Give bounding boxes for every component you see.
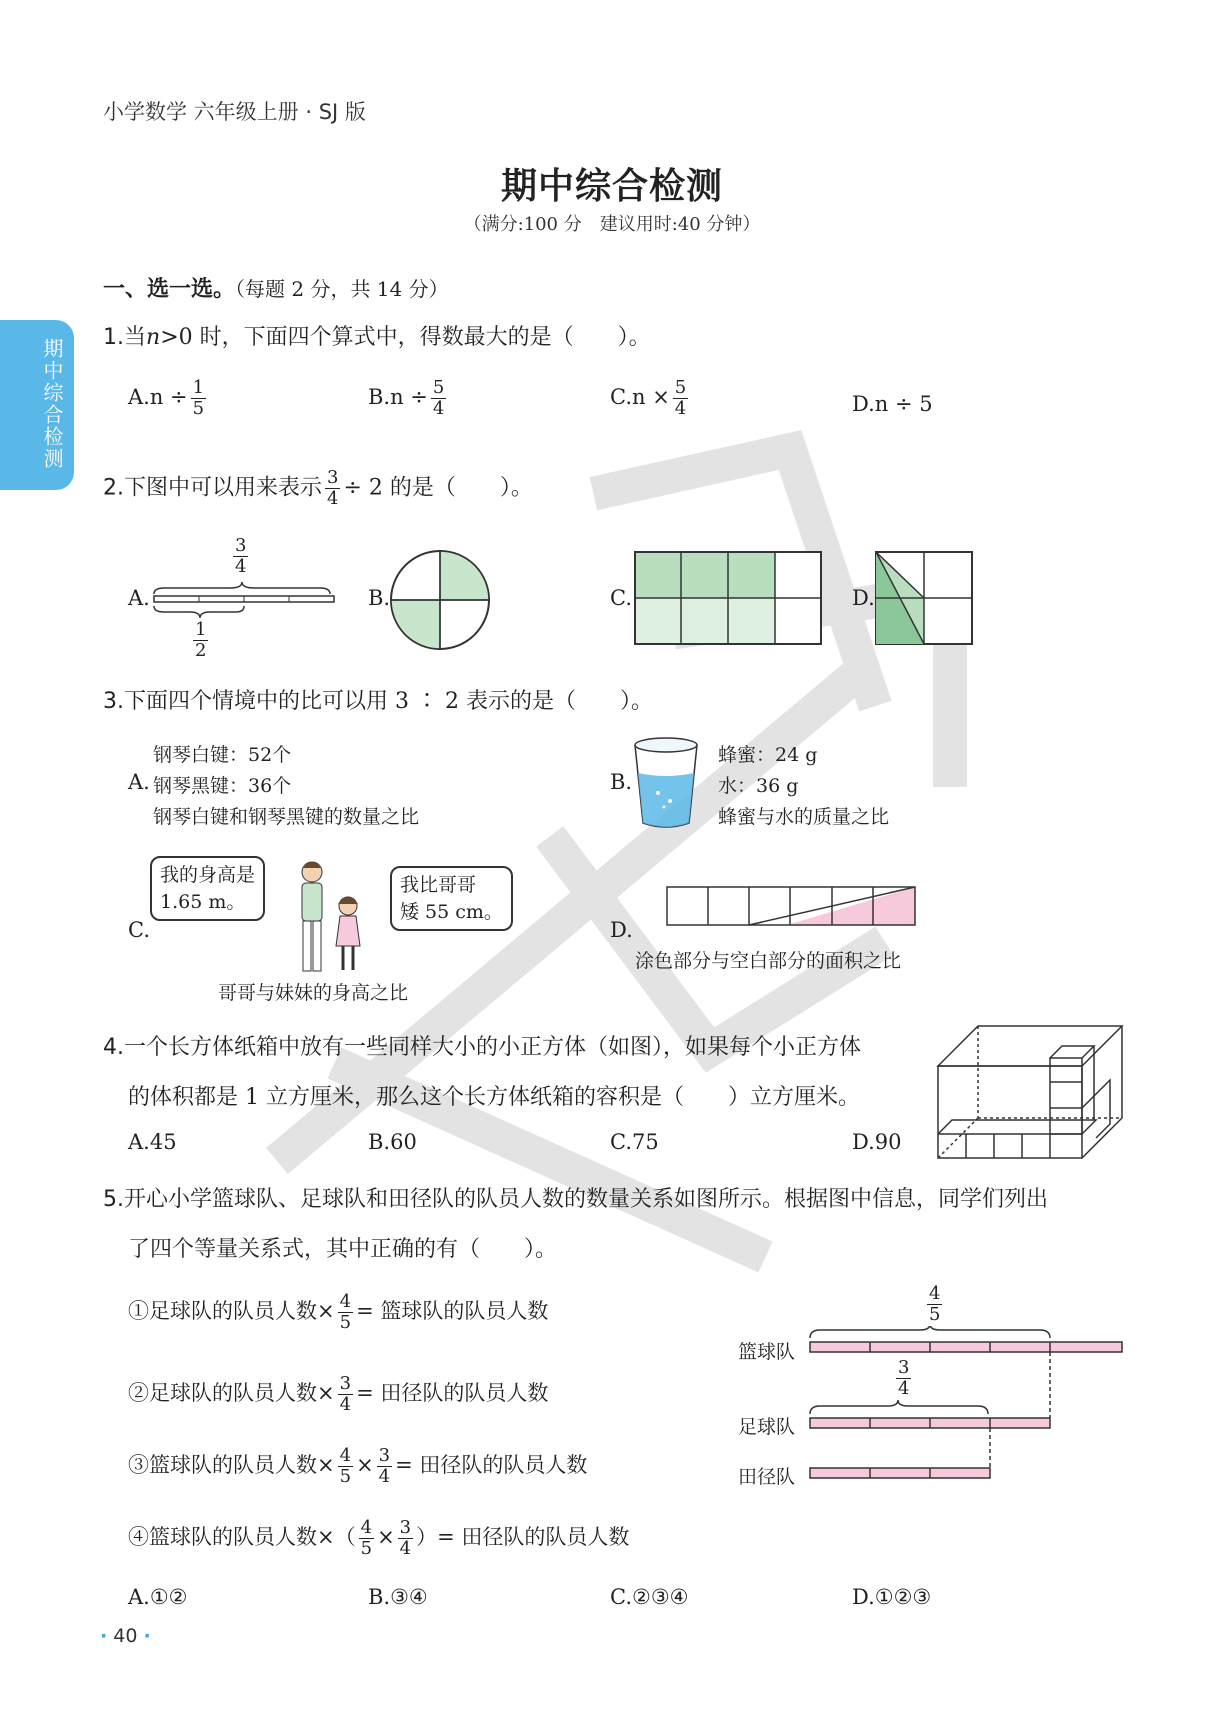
question-4-line2: 的体积都是 1 立方厘米，那么这个长方体纸箱的容积是（ ）立方厘米。 [128, 1085, 860, 1110]
q1-option-d[interactable] [852, 392, 933, 416]
question-number: 3. [103, 689, 124, 714]
fraction: $\frac{5}{4}$ [674, 377, 687, 419]
question-text: 当 [124, 325, 147, 350]
page-title: 期中综合检测 [500, 166, 723, 207]
q2-a-segment-diagram [150, 580, 340, 620]
q1-option-c[interactable] [610, 378, 691, 419]
book-header: 小学数学 六年级上册 · SJ 版 [103, 100, 366, 124]
question-number: 1. [103, 325, 124, 350]
question-2 [103, 468, 533, 509]
q5-option-b[interactable]: B.③④ [368, 1585, 428, 1609]
question-5-line2: 了四个等量关系式，其中正确的有（ ）。 [128, 1237, 558, 1262]
question-number: 5. [103, 1187, 124, 1212]
q1-option-a[interactable] [128, 378, 209, 419]
q2-b-circle [388, 548, 492, 652]
speech-bubble-sister: 我比哥哥 矮 55 cm。 [390, 866, 513, 931]
q3-c-caption: 哥哥与妹妹的身高之比 [218, 982, 409, 1004]
section-heading [103, 272, 449, 303]
brother-and-sister-figures [290, 858, 370, 978]
diagram-top-fraction: $\frac{4}{5}$ [929, 1283, 941, 1325]
page-number: · 40 · [100, 1625, 151, 1647]
q3-label-b[interactable]: B. [610, 770, 633, 794]
statement-3: ③篮球队的队员人数× $\frac{4}{5}$ × $\frac{3}{4}$ = 田径队的队员人数 [128, 1445, 588, 1487]
page-subtitle: （满分:100 分 建议用时:40 分钟） [463, 214, 761, 235]
q2-c-rectangle [633, 550, 823, 646]
question-number: 4. [103, 1035, 124, 1060]
option-text: C.n × [610, 384, 670, 409]
question-5-line1 [103, 1182, 1048, 1213]
option-text: B.n ÷ [368, 384, 428, 409]
q1-option-b[interactable] [368, 378, 449, 419]
question-text: >0 时，下面四个算式中，得数最大的是（ ）。 [160, 325, 651, 350]
speech-bubble-brother: 我的身高是 1.65 m。 [150, 856, 265, 921]
q5-option-d[interactable]: D.①②③ [852, 1585, 932, 1609]
q2-d-rectangle [874, 550, 974, 646]
q5-option-c[interactable]: C.②③④ [610, 1585, 689, 1609]
statement-4: ④篮球队的队员人数×（ $\frac{4}{5}$ × $\frac{3}{4}$ ）= 田径队的队员人数 [128, 1517, 630, 1559]
q3-a-line3: 钢琴白键和钢琴黑键的数量之比 [153, 806, 420, 828]
q2-label-d[interactable]: D. [852, 586, 875, 610]
box-with-cubes-diagram [936, 1024, 1126, 1160]
fraction: $\frac{5}{4}$ [432, 377, 445, 419]
question-4-line1 [103, 1030, 861, 1061]
q3-label-a[interactable]: A. [128, 770, 150, 794]
side-tab-label: 期中综合检测 [40, 338, 64, 470]
label-football: 足球队 [738, 1416, 796, 1438]
fraction: $\frac{1}{5}$ [192, 377, 205, 419]
q3-a-line2: 钢琴黑键：36个 [153, 775, 292, 797]
q2-label-a[interactable]: A. [128, 586, 150, 610]
question-3 [103, 684, 653, 715]
variable: n [146, 325, 161, 350]
question-text: ÷ 2 的是（ ）。 [343, 475, 533, 501]
q4-option-d[interactable]: D.90 [852, 1130, 902, 1154]
label-basketball: 篮球队 [738, 1341, 796, 1363]
q2-a-top-fraction: $\frac{3}{4}$ [235, 535, 247, 577]
glass-of-water-icon [630, 735, 702, 831]
q4-option-a[interactable]: A.45 [128, 1130, 177, 1154]
diagram-mid-fraction: $\frac{3}{4}$ [898, 1357, 910, 1399]
statement-1: ①足球队的队员人数× $\frac{4}{5}$ = 篮球队的队员人数 [128, 1291, 549, 1333]
option-text: D.n ÷ 5 [852, 392, 933, 416]
q3-b-line2: 水：36 g [718, 775, 799, 797]
q3-a-line1: 钢琴白键：52个 [153, 744, 292, 766]
question-1 [103, 320, 651, 351]
option-text: A.n ÷ [128, 384, 188, 409]
fraction: $\frac{3}{4}$ [327, 467, 339, 509]
question-text: 一个长方体纸箱中放有一些同样大小的小正方体（如图），如果每个小正方体 [124, 1035, 862, 1060]
question-number: 2. [103, 475, 124, 501]
question-text: 开心小学篮球队、足球队和田径队的队员人数的数量关系如图所示。根据图中信息，同学们列出 [124, 1187, 1049, 1212]
section-label: 一、选一选。 [103, 277, 236, 302]
q3-label-d[interactable]: D. [610, 918, 633, 942]
statement-2: ②足球队的队员人数× $\frac{3}{4}$ = 田径队的队员人数 [128, 1373, 549, 1415]
q5-option-a[interactable]: A.①② [128, 1585, 188, 1609]
q3-b-line3: 蜂蜜与水的质量之比 [718, 806, 890, 828]
section-note: （每题 2 分，共 14 分） [235, 277, 449, 301]
q2-a-bottom-fraction: $\frac{1}{2}$ [195, 619, 207, 661]
q2-label-c[interactable]: C. [610, 586, 632, 610]
q2-label-b[interactable]: B. [368, 586, 391, 610]
q3-label-c[interactable]: C. [128, 918, 150, 942]
q3-b-line1: 蜂蜜：24 g [718, 744, 818, 766]
q3-d-strip-diagram [665, 885, 917, 929]
q4-option-c[interactable]: C.75 [610, 1130, 659, 1154]
side-tab [0, 320, 74, 490]
team-size-bar-diagram [808, 1326, 1124, 1482]
label-track: 田径队 [738, 1466, 796, 1488]
q4-option-b[interactable]: B.60 [368, 1130, 417, 1154]
question-text: 下图中可以用来表示 [124, 475, 323, 501]
q3-d-caption: 涂色部分与空白部分的面积之比 [635, 950, 902, 972]
question-text: 下面四个情境中的比可以用 3 ∶ 2 表示的是（ ）。 [124, 689, 653, 714]
